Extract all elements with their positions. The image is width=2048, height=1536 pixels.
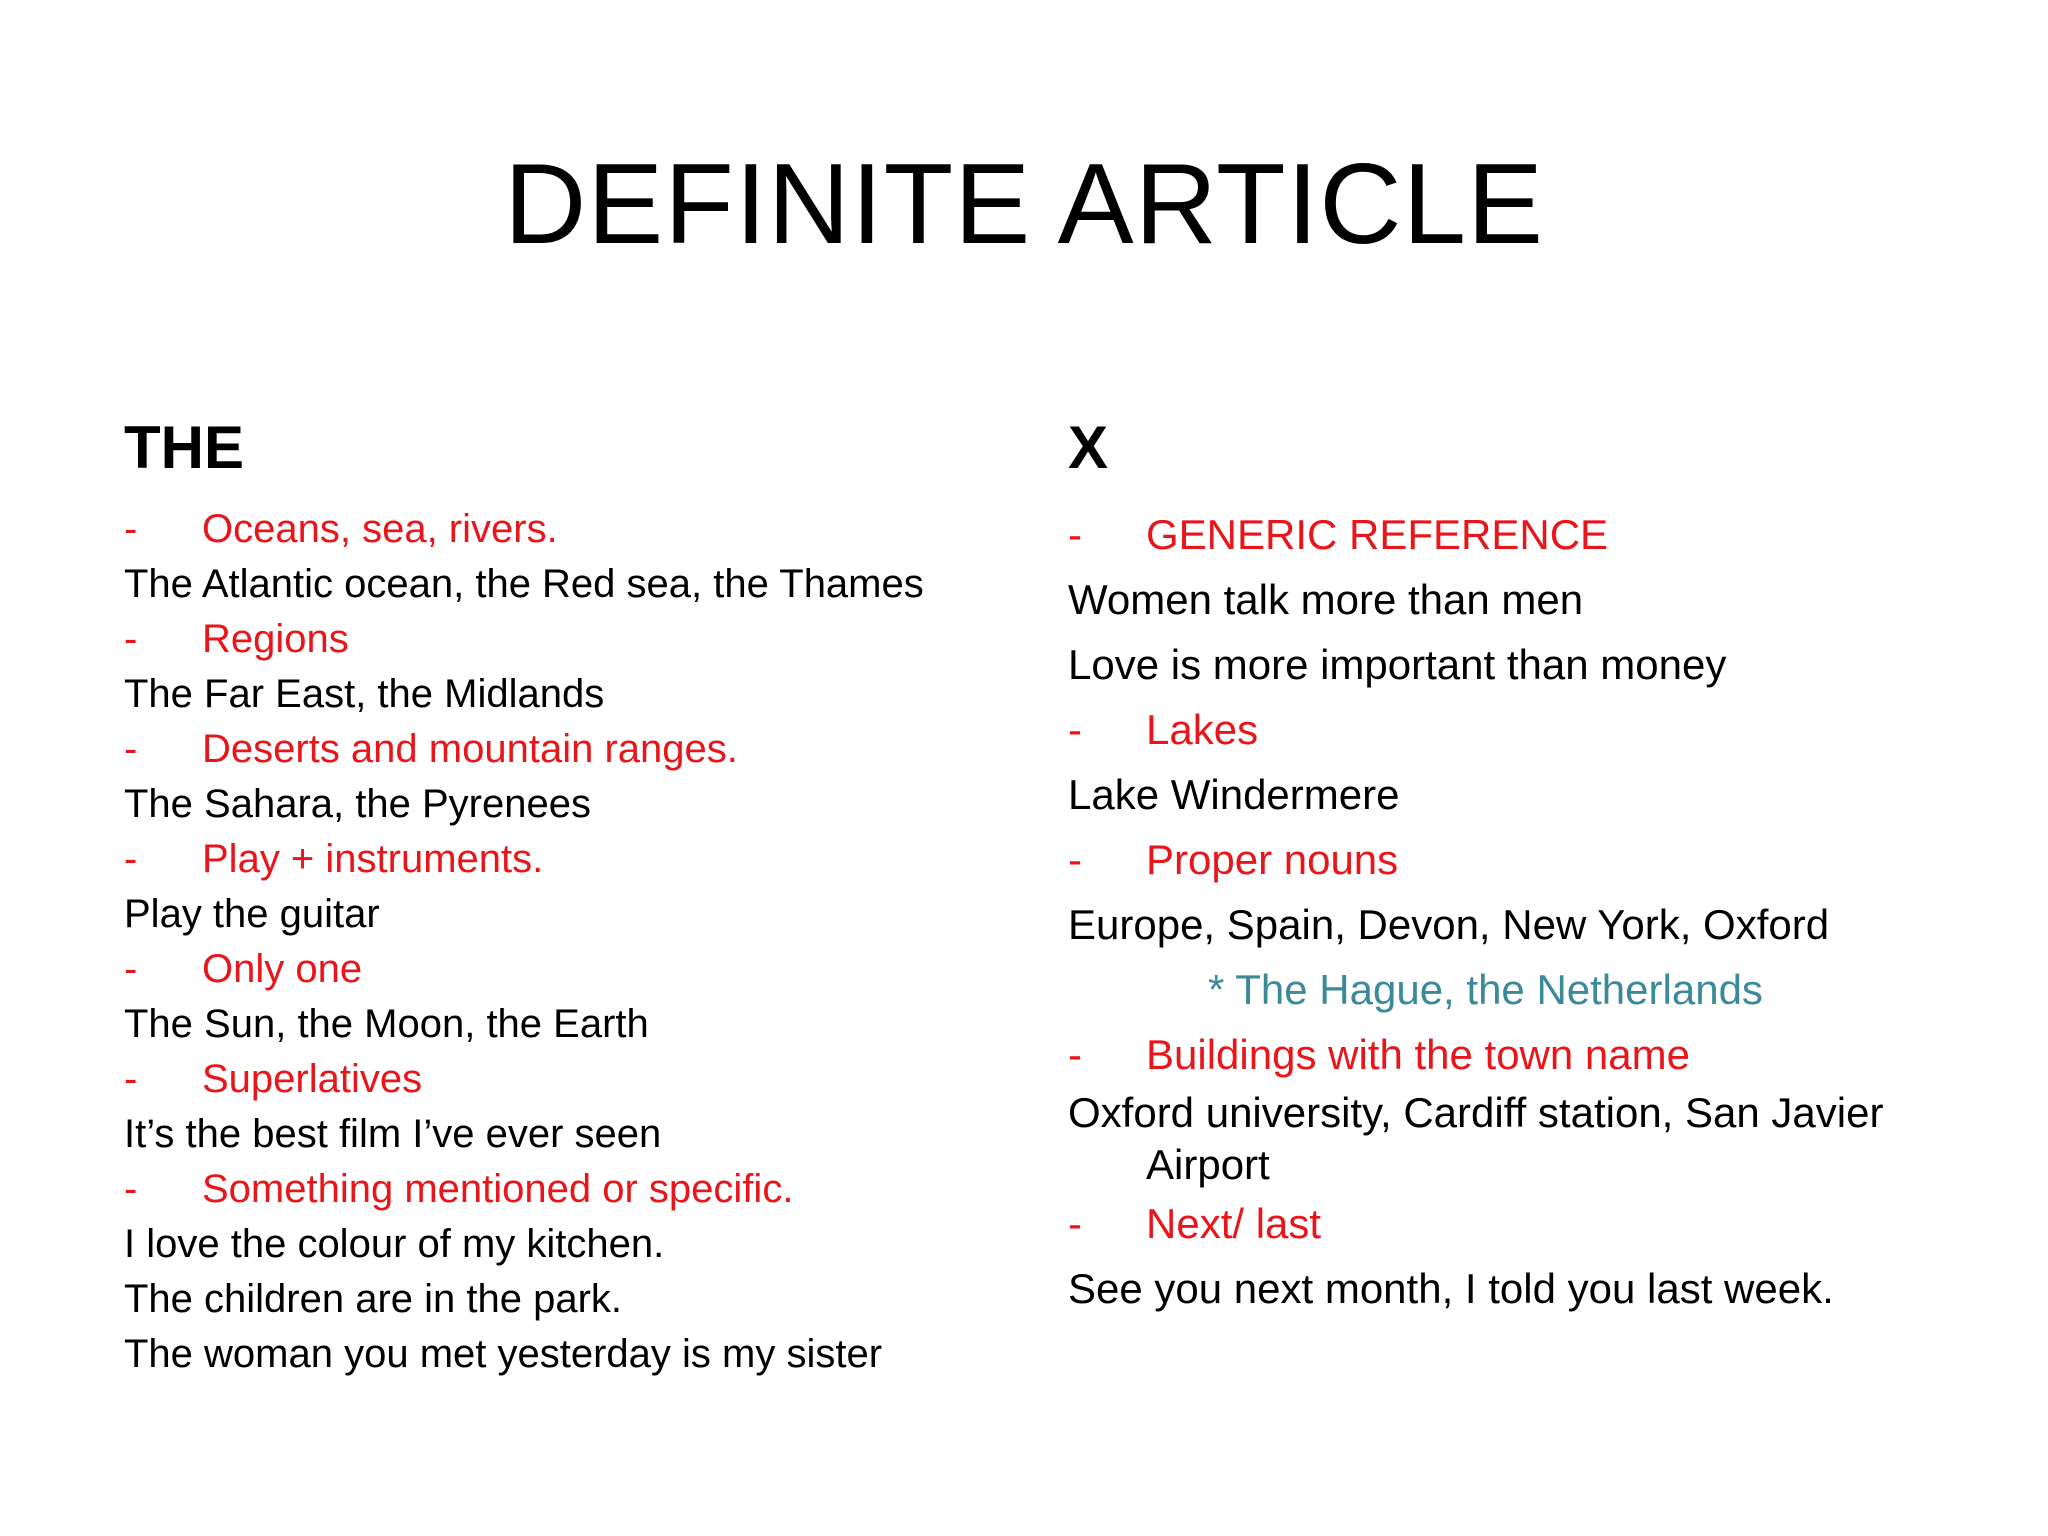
dash-marker: - [124, 837, 138, 881]
rule-bullet: - Only one [124, 942, 1044, 997]
rule-bullet: - Oceans, sea, rivers. [124, 502, 1044, 557]
dash-marker: - [1068, 1200, 1082, 1247]
the-column [124, 408, 1044, 1382]
rule-bullet: - Lakes [1068, 697, 1968, 762]
rule-bullet: - Regions [124, 612, 1044, 667]
rule-bullet: - GENERIC REFERENCE [1068, 502, 1968, 567]
example-line: The woman you met yesterday is my sister [124, 1332, 883, 1376]
example-line: The Far East, the Midlands [124, 672, 605, 716]
x-column [1068, 408, 1968, 1321]
x-heading: X [1068, 414, 1109, 481]
example-line: I love the colour of my kitchen. [124, 1222, 665, 1266]
dash-marker: - [1068, 836, 1082, 883]
dash-marker: - [124, 617, 138, 661]
dash-marker: - [1068, 1031, 1082, 1078]
dash-marker: - [1068, 511, 1082, 558]
the-list [124, 502, 1044, 1382]
rule-bullet: - Buildings with the town name [1068, 1022, 1968, 1087]
dash-marker: - [124, 1167, 138, 1211]
rule-bullet: - Next/ last [1068, 1191, 1968, 1256]
the-heading: THE [124, 414, 244, 481]
x-list [1068, 502, 1968, 1321]
rule-bullet: - Play + instruments. [124, 832, 1044, 887]
rule-bullet: - Proper nouns [1068, 827, 1968, 892]
dash-marker: - [1068, 706, 1082, 753]
dash-marker: - [124, 507, 138, 551]
example-line: The Sun, the Moon, the Earth [124, 1002, 649, 1046]
example-line: Love is more important than money [1068, 641, 1727, 688]
example-line: Play the guitar [124, 892, 380, 936]
example-line: Europe, Spain, Devon, New York, Oxford [1068, 901, 1830, 948]
slide-title: DEFINITE ARTICLE [503, 141, 1545, 268]
rule-bullet: - Superlatives [124, 1052, 1044, 1107]
dash-marker: - [124, 727, 138, 771]
example-line: See you next month, I told you last week. [1068, 1265, 1834, 1312]
dash-marker: - [124, 947, 138, 991]
example-line: The Atlantic ocean, the Red sea, the Thames [124, 562, 924, 606]
dash-marker: - [124, 1057, 138, 1101]
example-line: The Sahara, the Pyrenees [124, 782, 591, 826]
rule-bullet: - Deserts and mountain ranges. [124, 722, 1044, 777]
example-line: It’s the best film I’ve ever seen [124, 1112, 662, 1156]
rule-bullet: - Something mentioned or specific. [124, 1162, 1044, 1217]
example-line: Lake Windermere [1068, 771, 1400, 818]
example-line: Oxford university, Cardiff station, San Javier Airport [1068, 1089, 1884, 1188]
example-line: The children are in the park. [124, 1277, 623, 1321]
exception-note: * The Hague, the Netherlands [1208, 966, 1763, 1013]
example-line: Women talk more than men [1068, 576, 1584, 623]
